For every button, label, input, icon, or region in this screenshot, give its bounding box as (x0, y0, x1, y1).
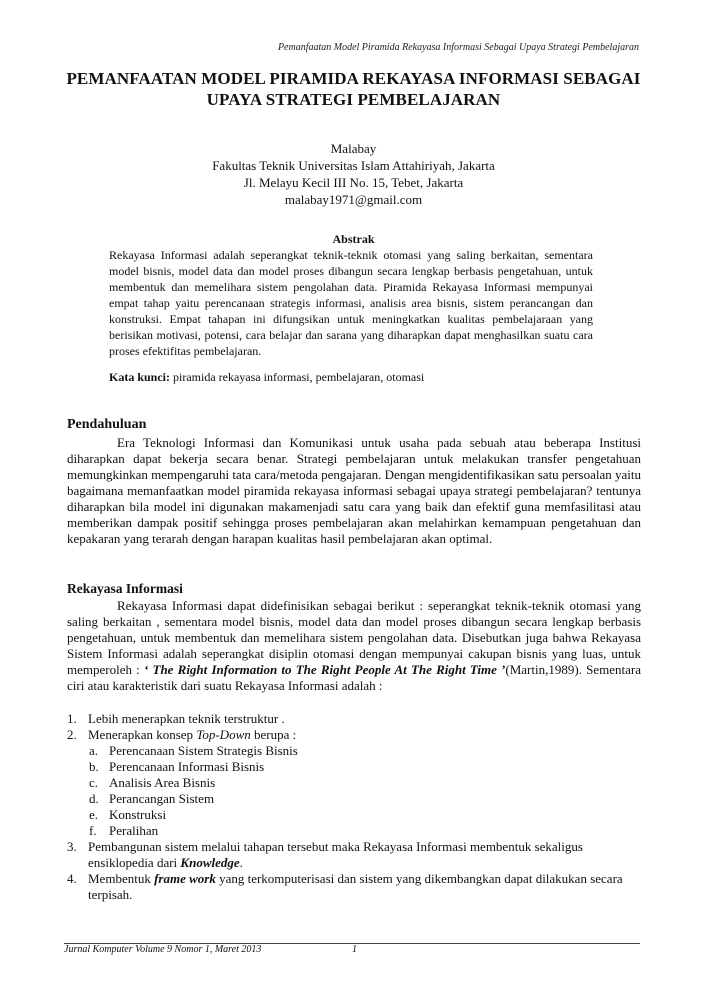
list-text: Membentuk (88, 871, 155, 886)
quote-text: ‘ The Right Information to The Right People At The Right Time ’ (143, 662, 506, 677)
list-item (67, 727, 641, 743)
list-emphasis: Knowledge (180, 855, 240, 870)
list-text-end: yang terkomputerisasi dan sistem yang dikembangkan dapat dilakukan secara terpisah. (88, 871, 623, 902)
sublist-letter: f. (89, 823, 97, 838)
author-name: Malabay (330, 141, 377, 156)
sublist-text: Peralihan (109, 823, 159, 838)
author-block (60, 140, 647, 208)
list-emphasis: frame work (154, 871, 216, 886)
sublist-item (67, 759, 641, 775)
author-affiliation: Fakultas Teknik Universitas Islam Attahiriyah, Jakarta (212, 158, 495, 173)
list-number: 3. (67, 839, 77, 854)
sublist-item (67, 807, 641, 823)
page-number: 1 (352, 944, 357, 955)
sublist-letter: b. (89, 759, 99, 774)
list-number: 1. (67, 711, 77, 726)
list-item (67, 871, 641, 903)
list-text: Pembangunan sistem melalui tahapan tersebut maka Rekayasa Informasi membentuk sekaligus ensiklopedia dari (88, 839, 583, 870)
sublist-text: Perancangan Sistem (109, 791, 215, 806)
section-heading-pendahuluan: Pendahuluan (67, 417, 147, 432)
sublist-text: Analisis Area Bisnis (109, 775, 216, 790)
list-item (67, 711, 641, 727)
list-number: 2. (67, 727, 77, 742)
section-body-rekayasa-informasi (67, 598, 641, 694)
footer-journal-info: Jurnal Komputer Volume 9 Nomor 1, Maret 2013 (64, 944, 262, 955)
author-address: Jl. Melayu Kecil III No. 15, Tebet, Jakarta (243, 175, 464, 190)
sublist-text: Konstruksi (109, 807, 167, 822)
characteristics-list (67, 711, 641, 903)
keywords (109, 369, 593, 385)
sublist-item (67, 791, 641, 807)
sublist-letter: a. (89, 743, 99, 758)
list-number: 4. (67, 871, 77, 886)
sublist-text: Perencanaan Informasi Bisnis (109, 759, 265, 774)
abstract-heading: Abstrak (332, 232, 375, 246)
section-heading-rekayasa-informasi: Rekayasa Informasi (67, 581, 183, 596)
title-line-1: PEMANFAATAN MODEL PIRAMIDA REKAYASA INFORMASI SEBAGAI (66, 69, 641, 88)
keywords-label: Kata kunci: (109, 370, 171, 384)
list-item (67, 839, 641, 871)
sublist-letter: e. (89, 807, 99, 822)
sublist-letter: c. (89, 775, 99, 790)
abstract-body: Rekayasa Informasi adalah seperangkat teknik-teknik otomasi yang saling berkaitan, sementara model bisnis, model data dan model proses dibangun secara lengkap berbasis pengetahuan, untuk membentuk dan memelihara sistem pengolahan data. Piramida Rekayasa Informasi mempunyai empat tahap yaitu perencanaan strategis informasi, analisis area bisnis, sistem perancangan dan konstruksi. Empat tahapan ini difungsikan untuk meningkatkan kualitas pembelajaraan yang berisikan motivasi, potensi, cara belajar dan sarana yang diharapkan dapat menghasilkan suatu cara proses efektifitas pembelajaran. (109, 248, 593, 358)
list-text-end: . (239, 855, 243, 870)
paragraph-text-end: (Martin,1989). Sementara ciri atau karakteristik dari suatu Rekayasa Informasi adalah : (67, 662, 641, 693)
running-head: Pemanfaatan Model Piramida Rekayasa Informasi Sebagai Upaya Strategi Pembelajaran (277, 42, 639, 53)
sublist-item (67, 743, 641, 759)
keywords-text: piramida rekayasa informasi, pembelajaran, otomasi (170, 370, 425, 384)
list-text-end: berupa : (250, 727, 297, 742)
list-text: Lebih menerapkan teknik terstruktur . (88, 711, 285, 726)
sublist-item (67, 775, 641, 791)
sublist-letter: d. (89, 791, 99, 806)
paper-title (40, 68, 667, 110)
list-emphasis: Top-Down (196, 727, 251, 742)
title-line-2: UPAYA STRATEGI PEMBELAJARAN (206, 90, 501, 109)
sublist-text: Perencanaan Sistem Strategis Bisnis (109, 743, 298, 758)
section-body-pendahuluan: Era Teknologi Informasi dan Komunikasi untuk usaha pada sebuah atau beberapa Institusi diharapkan dapat bekerja secara benar. Strategi pembelajaran untuk melakukan transfer pengetahuan memungkinkan mempengaruhi tata cara/metoda pengajaran. Dengan mengidentifikasikan satu persoalan yaitu bagaimana memanfaatkan model piramida rekayasa informasi sebagai upaya strategi pembelajaran? tentunya diharapkan bila model ini digunakan makamenjadi satu cara yang baik dan efektif guna memfasilitasi atau memberikan dampak positif sehingga proses pembelajaran akan melahirkan kemampuan pengetahuan dan kepakaran yang terarah dengan harapan kualitas hasil pembelajaran akan optimal. (67, 435, 641, 546)
author-email: malabay1971@gmail.com (284, 192, 423, 207)
sublist-item (67, 823, 641, 839)
list-text: Menerapkan konsep (88, 727, 197, 742)
paragraph-text: Rekayasa Informasi dapat didefinisikan sebagai berikut : seperangkat teknik-teknik otomasi yang saling berkaitan , sementara model bisnis, model data dan model proses dibangun secara lengkap berbasis pengetahuan, untuk membentuk dan memelihara sistem pengolahan data. Disebutkan juga bahwa Rekayasa Sistem Informasi adalah seperangkat disiplin otomasi dengan mempunyai cakupan bisnis yang luas, untuk memperoleh : (67, 598, 641, 677)
